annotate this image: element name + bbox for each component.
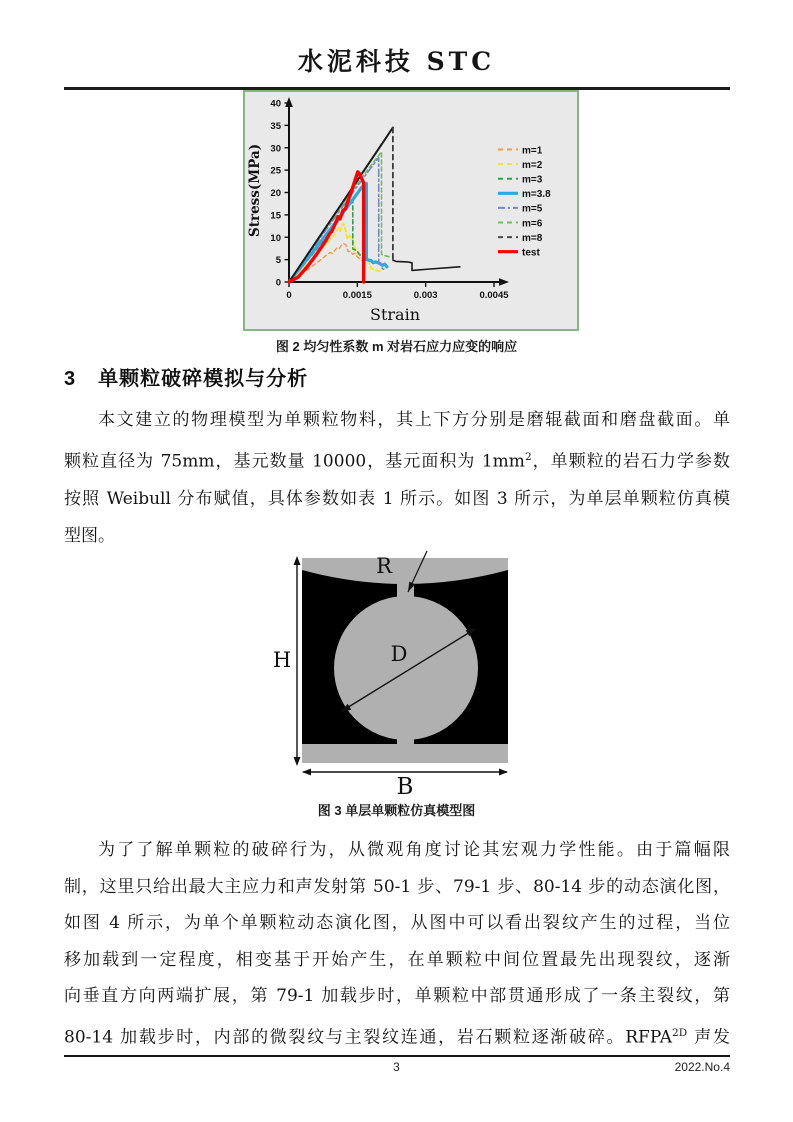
figure3-model-diagram — [268, 545, 528, 797]
particle-model-svg — [268, 545, 528, 797]
text-line: 型图。 — [64, 525, 115, 546]
journal-title: 水泥科技 STC — [297, 47, 496, 76]
x-axis-arrow — [499, 278, 509, 286]
legend-label: test — [522, 247, 540, 259]
footer-divider — [64, 1055, 730, 1057]
width-arrow-right — [499, 769, 508, 776]
y-tick-label: 10 — [270, 232, 281, 244]
section-title: 单颗粒破碎模拟与分析 — [98, 368, 309, 390]
x-axis-title: Strain — [370, 305, 420, 324]
text-line: 制，这里只给出最大主应力和声发射第 50-1 步、79-1 步、80-14 步的动态演化图， — [64, 876, 730, 897]
series-m=8-rise — [289, 128, 393, 282]
y-tick-label: 40 — [270, 98, 281, 110]
y-tick-label: 25 — [270, 165, 281, 177]
paragraph-2 — [64, 832, 730, 1056]
x-tick-label: 0 — [286, 290, 292, 301]
y-tick-label: 30 — [270, 143, 281, 155]
legend-label: m=2 — [522, 159, 543, 171]
section-heading — [64, 362, 730, 391]
page-number: 3 — [393, 1060, 400, 1074]
stress-strain-chart — [245, 92, 577, 329]
text-line: 颗粒直径为 75mm，基元数量 10000，基元面积为 $1mm^2$，单颗粒的岩石力学参数 — [64, 451, 731, 472]
figure3-caption: 图 3 单层单颗粒仿真模型图 — [317, 803, 476, 818]
y-axis-arrow — [285, 97, 293, 107]
legend-label: m=5 — [522, 203, 543, 215]
text-line: 按照 Weibull 分布赋值，具体参数如表 1 所示。如图 3 所示，为单层单颗粒仿真模 — [64, 488, 730, 509]
text-line: 为了了解单颗粒的破碎行为，从微观角度讨论其宏观力学性能。由于篇幅限 — [98, 840, 730, 860]
paragraph-1 — [64, 402, 730, 555]
particle-circle — [334, 596, 478, 740]
y-tick-label: 35 — [270, 120, 281, 132]
text-line: 如图 4 所示，为单个单颗粒动态演化图，从图中可以看出裂纹产生的过程，当位 — [64, 913, 730, 933]
text-line: 向垂直方向两端扩展，第 79-1 加载步时，单颗粒中部贯通形成了一条主裂纹，第 — [64, 986, 730, 1006]
legend-label: m=3 — [522, 174, 543, 186]
figure2-chart-box — [243, 90, 579, 331]
text-line: 80-14 加载步时，内部的微裂纹与主裂纹连通，岩石颗粒逐渐破碎。$RFPA^{2D}$ 声发 — [64, 1026, 730, 1048]
width-label: B — [396, 774, 414, 797]
height-label: H — [272, 648, 292, 672]
legend-label: m=6 — [522, 218, 543, 230]
diameter-label: D — [390, 642, 408, 666]
legend-label: m=1 — [522, 145, 543, 157]
x-tick-label: 0.003 — [413, 290, 438, 301]
y-tick-label: 5 — [275, 255, 281, 267]
legend-label: m=8 — [522, 232, 543, 244]
x-tick-label: 0.0045 — [479, 290, 509, 301]
height-arrow-down — [294, 757, 301, 766]
width-arrow-left — [302, 769, 311, 776]
y-axis-title: Stress(MPa) — [247, 143, 263, 237]
legend-label: m=3.8 — [522, 189, 551, 201]
x-tick-label: 0.0015 — [342, 290, 372, 301]
text-line: 移加载到一定程度，相变基于开始产生，在单颗粒中间位置最先出现裂纹，逐渐 — [64, 949, 730, 970]
issue-number: 2022.No.4 — [674, 1060, 730, 1074]
section-number: 3 — [64, 368, 77, 390]
y-tick-label: 0 — [275, 277, 281, 289]
y-tick-label: 20 — [270, 188, 281, 199]
radius-label: R — [376, 554, 392, 578]
figure2-caption: 图 2 均匀性系数 m 对岩石应力应变的响应 — [275, 339, 518, 354]
disc-section — [302, 744, 508, 763]
text-line: 本文建立的物理模型为单颗粒物料，其上下方分别是磨辊截面和磨盘截面。单 — [98, 410, 730, 430]
series-m=8-tail — [393, 260, 460, 270]
height-arrow-up — [294, 556, 301, 565]
y-tick-label: 15 — [270, 210, 281, 222]
